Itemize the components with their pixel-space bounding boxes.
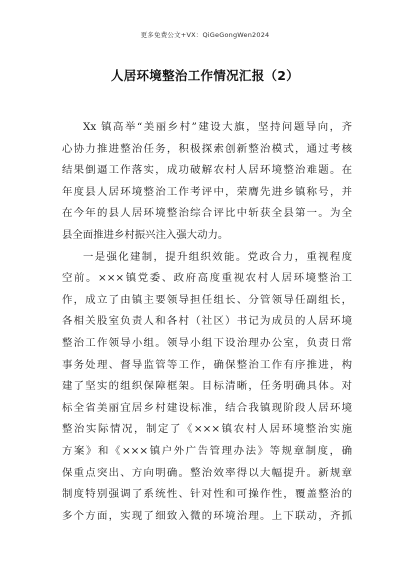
- body-line: 方案》和《×××镇户外广告管理办法》等规章制度，确: [62, 444, 352, 457]
- header-note: 更多免费公文+VX：QiGeGongWen2024: [140, 31, 270, 39]
- body-line: 心协力推进整治任务，积极探索创新整治模式，通过考核: [62, 142, 352, 155]
- body-line: 各相关股室负责人和各村（社区）书记为成员的人居环境: [62, 315, 352, 328]
- document-title: 人居环境整治工作情况汇报（2）: [110, 68, 300, 83]
- body-line: 标全省美丽宜居乡村建设标准，结合我镇现阶段人居环境: [62, 401, 352, 414]
- body-line: 制度特别强调了系统性、针对性和可操作性，覆盖整治的: [62, 488, 352, 501]
- body-line: 事务处理、督导监管等工作，确保整治工作有序推进，构: [62, 358, 352, 371]
- body-line: 保重点突出、方向明确。整治效率得以大幅提升。新规章: [62, 466, 352, 479]
- body-line: 整治实际情况，制定了《×××镇农村人居环境整治实施: [62, 423, 352, 436]
- body-line: 一是强化建制，提升组织效能。党政合力，重视程度: [83, 250, 352, 263]
- body-line: 多个方面，实现了细致入微的环境治理。上下联动，齐抓: [62, 509, 352, 522]
- document-body: [62, 117, 352, 527]
- body-line: 空前。×××镇党委、政府高度重视农村人居环境整治工: [62, 272, 352, 285]
- body-line: 在今年的县人居环境整治综合评比中斩获全县第一。为全: [62, 207, 352, 220]
- body-line: Xx 镇高举“美丽乡村”建设大旗，坚持问题导向，齐: [83, 121, 352, 133]
- body-line: 年度县人居环境整治工作考评中，荣膺先进乡镇称号，并: [62, 185, 352, 198]
- body-line: 整治工作领导小组。领导小组下设治理办公室，负责日常: [62, 336, 352, 349]
- body-line: 县全面推进乡村振兴注入强大动力。: [62, 228, 229, 241]
- body-line: 结果倒逼工作落实，成功破解农村人居环境整治难题。在: [62, 164, 352, 177]
- body-line: 建了坚实的组织保障框架。目标清晰，任务明确具体。对: [62, 380, 352, 393]
- body-line: 作，成立了由镇主要领导担任组长、分管领导任副组长，: [62, 293, 352, 306]
